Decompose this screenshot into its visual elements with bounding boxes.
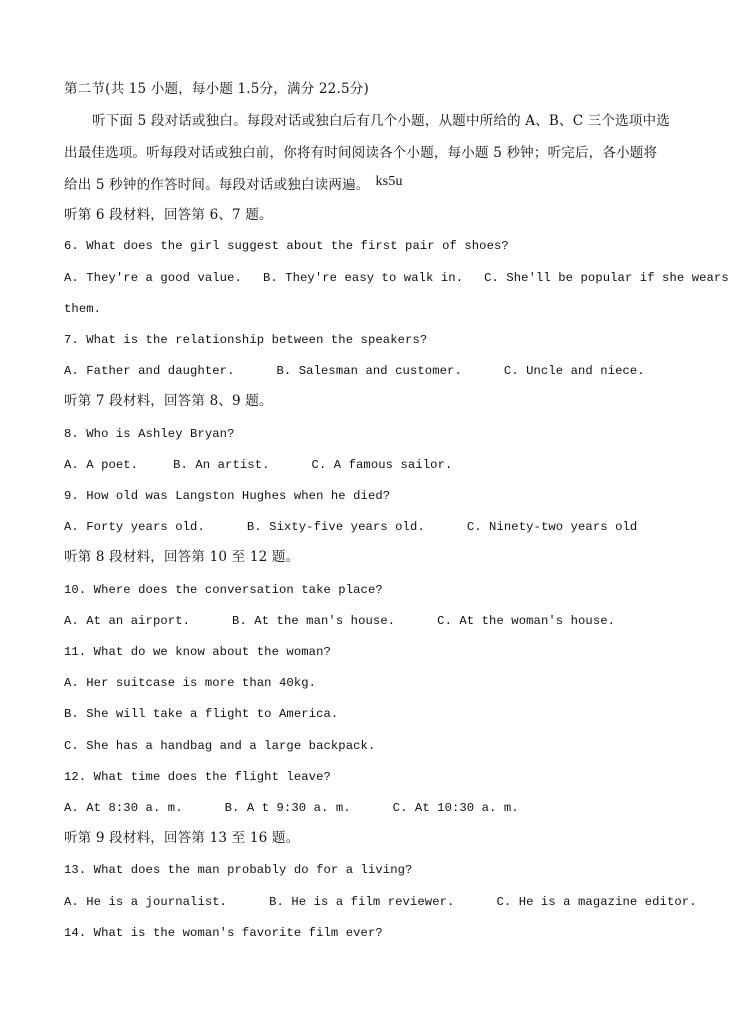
question-12-options bbox=[64, 799, 519, 817]
question-14: 14. What is the woman's favorite film ever? bbox=[64, 926, 383, 940]
question-6-options bbox=[64, 269, 729, 287]
question-12: 12. What time does the flight leave? bbox=[64, 770, 331, 784]
question-13: 13. What does the man probably do for a living? bbox=[64, 863, 413, 877]
option-13b: B. He is a film reviewer. bbox=[269, 895, 455, 909]
option-13a: A. He is a journalist. bbox=[64, 895, 228, 909]
option-12c: C. At 10:30 a. m. bbox=[392, 801, 519, 815]
option-10a: A. At an airport. bbox=[64, 614, 191, 628]
option-12a: A. At 8:30 a. m. bbox=[64, 801, 183, 815]
option-9b: B. Sixty-five years old. bbox=[246, 520, 425, 534]
question-9: 9. How old was Langston Hughes when he died? bbox=[64, 489, 391, 503]
question-7: 7. What is the relationship between the speakers? bbox=[64, 333, 428, 347]
section-header: 第二节(共 15 小题，每小题 1.5分，满分 22.5分) bbox=[64, 81, 369, 97]
instructions-line-3 bbox=[64, 176, 403, 195]
option-6b: B. They're easy to walk in. bbox=[262, 271, 464, 285]
question-11: 11. What do we know about the woman? bbox=[64, 645, 331, 659]
instructions-line-2: 出最佳选项。听每段对话或独白前，你将有时间阅读各个小题，每小题 5 秒钟；听完后，各小题将 bbox=[64, 145, 658, 161]
option-6c-continued: them. bbox=[64, 302, 102, 316]
watermark-text: ks5u bbox=[375, 174, 403, 189]
option-8a: A. A poet. bbox=[64, 458, 139, 472]
question-10: 10. Where does the conversation take place? bbox=[64, 583, 383, 597]
question-7-options bbox=[64, 362, 645, 380]
option-8c: C. A famous sailor. bbox=[311, 458, 453, 472]
question-6: 6. What does the girl suggest about the first pair of shoes? bbox=[64, 239, 509, 253]
material-6-heading: 听第 6 段材料，回答第 6、7 题。 bbox=[64, 207, 273, 223]
option-10c: C. At the woman's house. bbox=[437, 614, 616, 628]
question-8: 8. Who is Ashley Bryan? bbox=[64, 427, 235, 441]
instructions-line-1: 听下面 5 段对话或独白。每段对话或独白后有几个小题，从题中所给的 A、B、C 三个选项中选 bbox=[92, 113, 670, 129]
option-6c: C. She'll be popular if she wears bbox=[484, 271, 729, 285]
option-7a: A. Father and daughter. bbox=[64, 364, 235, 378]
question-8-options bbox=[64, 456, 452, 474]
question-10-options bbox=[64, 612, 615, 630]
material-7-heading: 听第 7 段材料，回答第 8、9 题。 bbox=[64, 393, 273, 409]
question-13-options bbox=[64, 893, 697, 911]
option-8b: B. An artist. bbox=[173, 458, 270, 472]
option-7c: C. Uncle and niece. bbox=[503, 364, 645, 378]
instructions-line-3-text: 给出 5 秒钟的作答时间。每段对话或独白读两遍。 bbox=[64, 177, 370, 193]
option-7b: B. Salesman and customer. bbox=[276, 364, 462, 378]
option-11c: C. She has a handbag and a large backpack. bbox=[64, 739, 376, 753]
option-12b: B. A t 9:30 a. m. bbox=[224, 801, 351, 815]
option-11b: B. She will take a flight to America. bbox=[64, 707, 339, 721]
option-9c: C. Ninety-two years old bbox=[466, 520, 638, 534]
material-9-heading: 听第 9 段材料，回答第 13 至 16 题。 bbox=[64, 830, 300, 846]
option-10b: B. At the man's house. bbox=[232, 614, 396, 628]
question-9-options bbox=[64, 518, 637, 536]
option-9a: A. Forty years old. bbox=[64, 520, 205, 534]
option-13c: C. He is a magazine editor. bbox=[496, 895, 697, 909]
material-8-heading: 听第 8 段材料，回答第 10 至 12 题。 bbox=[64, 549, 300, 565]
option-11a: A. Her suitcase is more than 40kg. bbox=[64, 676, 317, 690]
option-6a: A. They're a good value. bbox=[64, 271, 242, 285]
